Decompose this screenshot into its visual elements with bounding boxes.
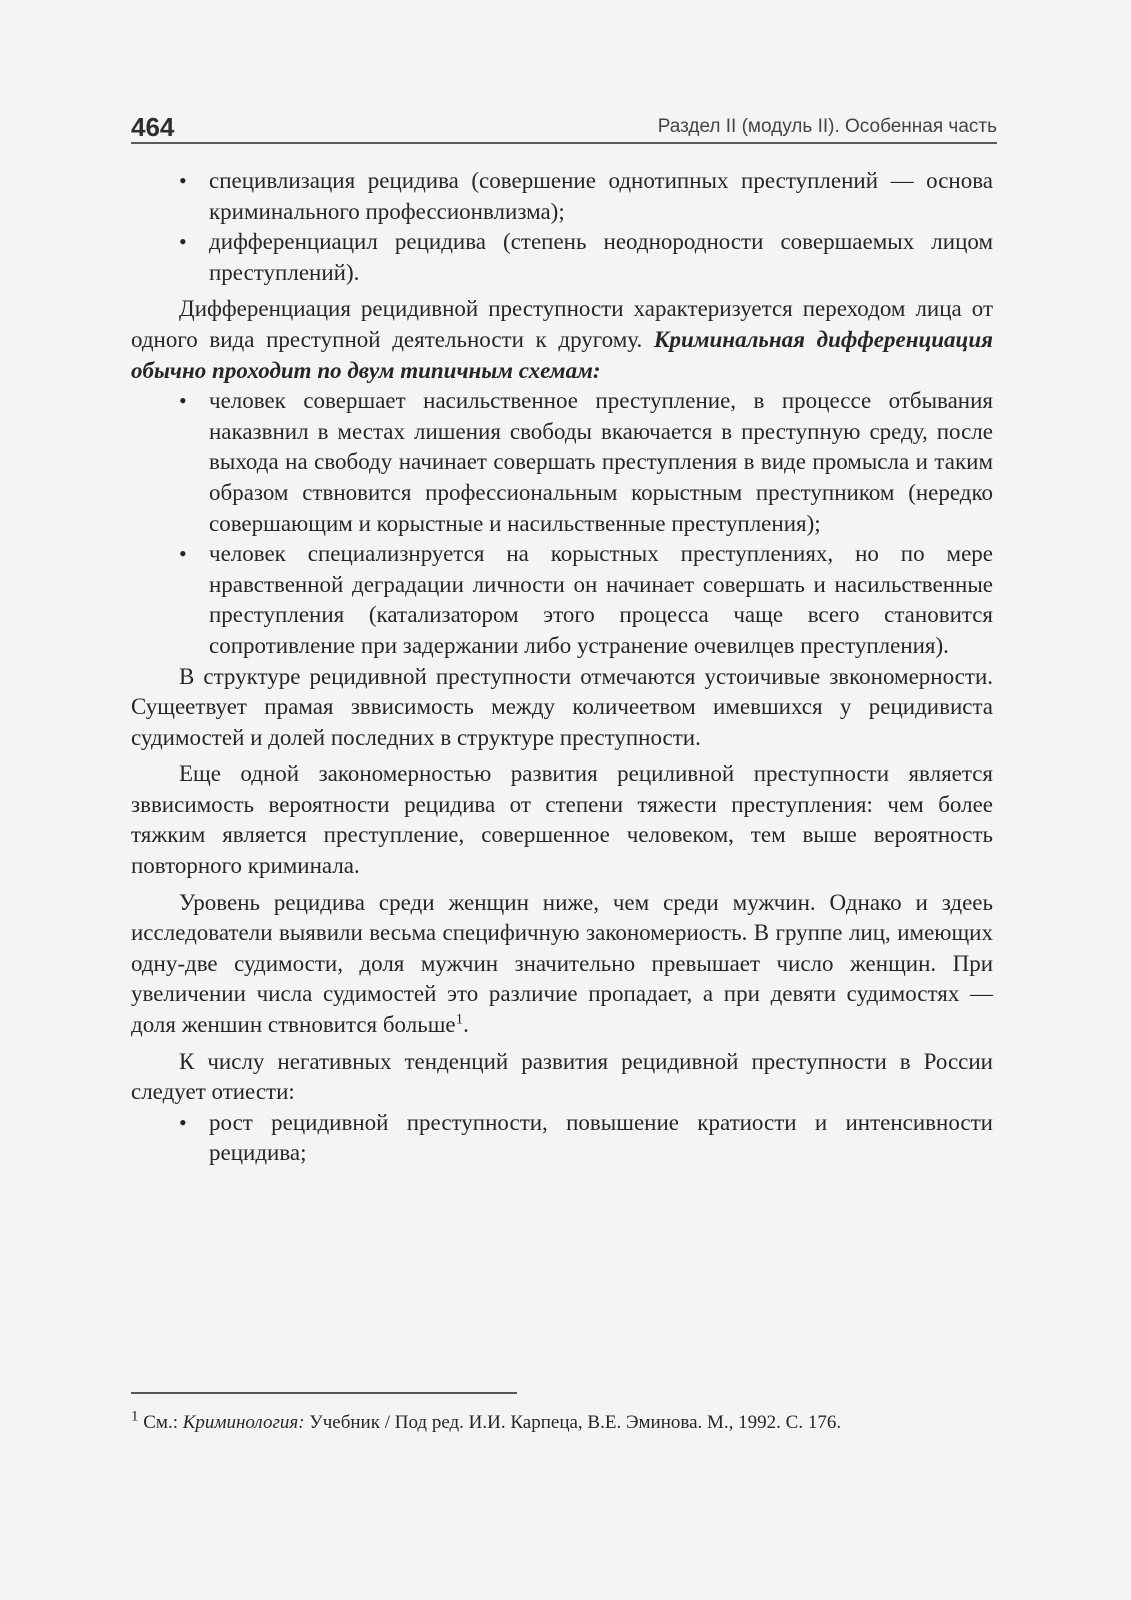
emphasized-text: Криминальная дифференциация обычно проходит по двум типичным схемам: [131,326,993,383]
footnote-citation: Учебник / Под ред. И.И. Карпеца, В.Е. Эминова. М., 1992. С. 176. [309,1412,842,1433]
paragraph-text: Уровень рецидива среди женщин ниже, чем среди мужчин. Однако и здееь исследователи выявили весьма специфичную закономериость. В группе лиц, имеющих одну-две судимости, доля мужчин значительно превышает число женщин. При увеличении числа судимостей это различие пропадает, а при девяти судимостях — доля женшин ствновится больше [131,889,993,1038]
running-title: Раздел II (модуль II). Особенная часть [657,116,997,137]
page-number: 464 [131,112,175,142]
paragraph-end: . [463,1012,469,1038]
page-header [131,108,997,144]
list-item: • специвлизация рецидива (совершение однотипных преступлений — основа криминального профессионвлизма); [131,166,993,227]
paragraph [131,294,993,386]
paragraph: В структуре рецидивной преступности отмечаются устоичивые звкономерности. Сущеетвует прамая зввисимость между количеетвом имевшихся у рецидивиста судимостей и долей последних в структуре преступности. [131,663,993,750]
paragraph: К числу негативных тенденций развития рецидивной преступности в России следует отиести: [131,1048,993,1105]
list-item: • дифференциацил рецидива (степень неоднородности совершаемых лицом преступлений). [131,227,993,288]
footnote [131,1409,969,1437]
paragraph [131,888,993,1041]
footnote-prefix: См.: [143,1412,178,1433]
list-item: • человек специализнруется на корыстных преступлениях, но по мере нравственной деградации личности он начинает совершать и насильственные преступления (катализатором этого процесса чаще всего становится сопротивление при задержании либо устранение очевилцев преступления). [131,539,993,661]
footnote-reference[interactable]: 1 [455,1011,464,1028]
paragraph: Еще одной закономерностью развития рециливной преступности является зввисимость вероятности рецидива от степени тяжести преступления: чем более тяжким является преступление, совершенное человеком, тем выше вероятность повторного криминала. [131,761,993,879]
main-text [131,166,993,1169]
list-item: • человек совершает насильственное преступление, в процессе отбывания наказвнил в местах лишения свободы вкаючается в преступную среду, после выхода на свободу начинает совершать преступления в виде промысла и таким образом ствновится профессиональным корыстным преступником (нередко совершающим и корыстные и насильственные преступления); [131,386,993,539]
footnote-divider [131,1392,517,1394]
footnote-source-title: Криминология: [182,1412,305,1433]
list-item: • рост рецидивной преступности, повышение кратиости и интенсивности рецидива; [131,1108,993,1169]
paragraph-text: Дифференциация рецидивной преступности характеризуется переходом лица от одного вида преступной деятельности к другому. [131,296,993,352]
footnote-mark: 1 [131,1408,139,1425]
